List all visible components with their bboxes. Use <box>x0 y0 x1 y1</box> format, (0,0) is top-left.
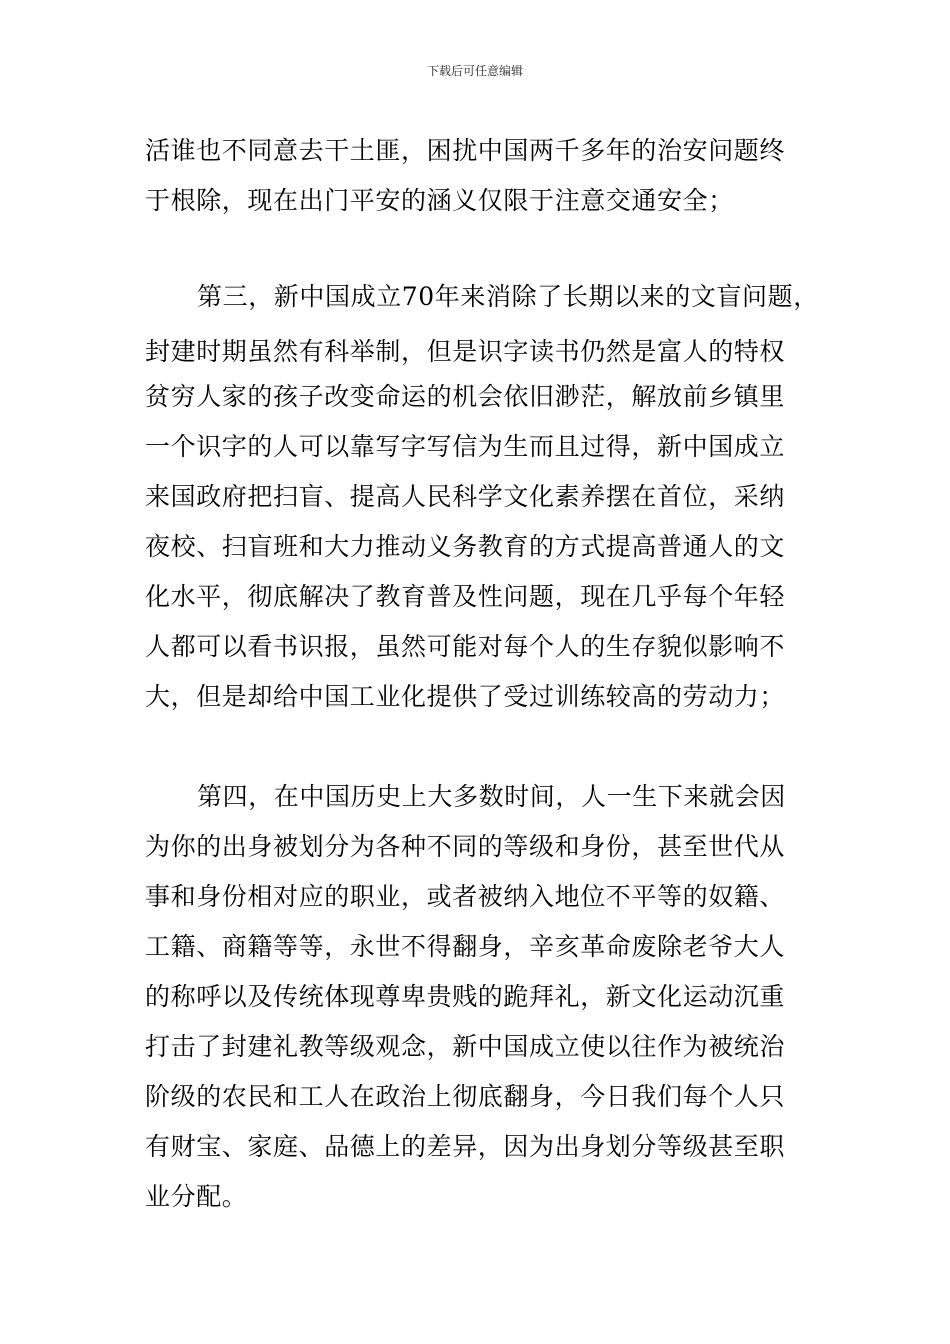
paragraph-3-line-2: 为你的出身被划分为各种不同的等级和身份，甚至世代从 <box>145 832 786 861</box>
paragraph-2-line-1: 第三，新中国成立70年来消除了长期以来的文盲问题， <box>197 282 819 311</box>
paragraph-2-line-2: 封建时期虽然有科举制，但是识字读书仍然是富人的特权 <box>145 337 786 366</box>
paragraph-2-line-4: 一个识字的人可以靠写字写信为生而且过得，新中国成立 <box>145 432 786 461</box>
page-header: 下载后可任意编辑 <box>426 64 523 78</box>
paragraph-2-line-7: 化水平，彻底解决了教育普及性问题，现在几乎每个年轻 <box>145 582 786 611</box>
paragraph-2-line-8: 人都可以看书识报，虽然可能对每个人的生存貌似影响不 <box>145 632 786 661</box>
paragraph-2-line-5: 来国政府把扫盲、提高人民科学文化素养摆在首位，采纳 <box>145 482 786 511</box>
paragraph-3-line-8: 有财宝、家庭、品德上的差异，因为出身划分等级甚至职 <box>145 1132 786 1161</box>
paragraph-1-line-1: 活谁也不同意去干土匪，困扰中国两千多年的治安问题终 <box>145 136 786 165</box>
paragraph-3-line-7: 阶级的农民和工人在政治上彻底翻身，今日我们每个人只 <box>145 1082 786 1111</box>
paragraph-2-line-9: 大，但是却给中国工业化提供了受过训练较高的劳动力； <box>145 682 786 711</box>
paragraph-3-line-1: 第四，在中国历史上大多数时间，人一生下来就会因 <box>197 782 786 811</box>
paragraph-3-line-6: 打击了封建礼教等级观念，新中国成立使以往作为被统治 <box>145 1032 786 1061</box>
paragraph-3-line-9: 业分配。 <box>145 1182 248 1211</box>
paragraph-3-line-5: 的称呼以及传统体现尊卑贵贱的跪拜礼，新文化运动沉重 <box>145 982 786 1011</box>
paragraph-3-line-4: 工籍、商籍等等，永世不得翻身，辛亥革命废除老爷大人 <box>145 932 786 961</box>
paragraph-1-line-2: 于根除，现在出门平安的涵义仅限于注意交通安全； <box>145 186 734 215</box>
paragraph-2-line-6: 夜校、扫盲班和大力推动义务教育的方式提高普通人的文 <box>145 532 786 561</box>
paragraph-2-line-3: 贫穷人家的孩子改变命运的机会依旧渺茫，解放前乡镇里 <box>145 382 786 411</box>
paragraph-3-line-3: 事和身份相对应的职业，或者被纳入地位不平等的奴籍、 <box>145 882 786 911</box>
